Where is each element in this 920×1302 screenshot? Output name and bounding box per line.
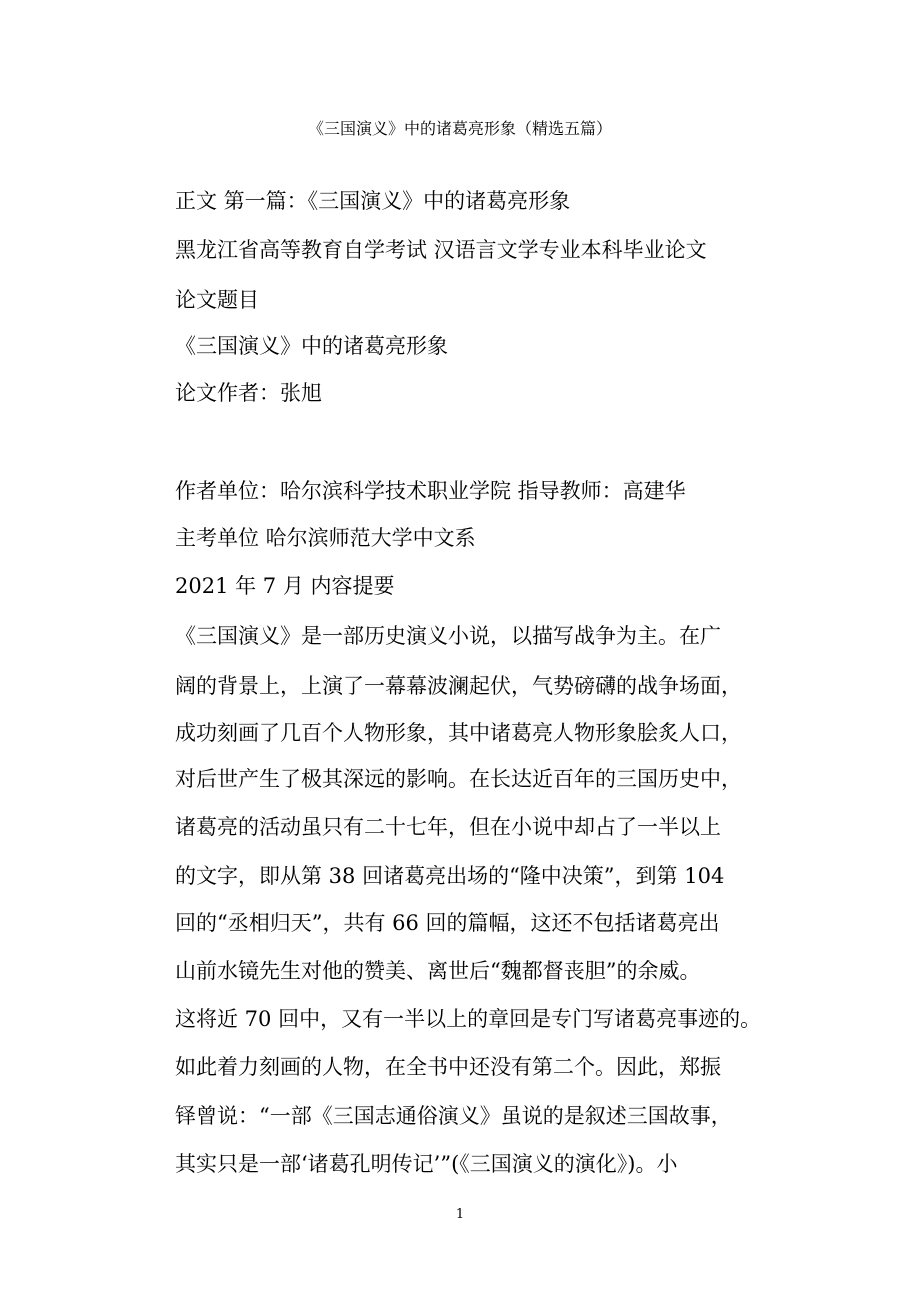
body-line: 主考单位 哈尔滨师范大学中文系 <box>175 526 476 550</box>
body-line: 正文 第一篇：《三国演义》中的诸葛亮形象 <box>175 189 571 213</box>
body-line: 黑龙江省高等教育自学考试 汉语言文学专业本科毕业论文 <box>175 238 707 262</box>
body-line: 《三国演义》中的诸葛亮形象 <box>175 334 448 358</box>
paragraph-line: 的文字，即从第 38 回诸葛亮出场的“隆中决策”，到第 104 <box>175 864 725 888</box>
paragraph-line: 阔的背景上，上演了一幕幕波澜起伏，气势磅礴的战争场面， <box>175 674 742 698</box>
paragraph-line: 成功刻画了几百个人物形象，其中诸葛亮人物形象脍炙人口， <box>175 721 742 745</box>
paragraph-line: 《三国演义》是一部历史演义小说，以描写战争为主。在广 <box>175 624 721 648</box>
paragraph-line: 回的“丞相归天”，共有 66 回的篇幅，这还不包括诸葛亮出 <box>175 911 720 935</box>
body-line: 论文题目 <box>175 288 259 312</box>
paragraph-line: 如此着力刻画的人物，在全书中还没有第二个。因此，郑振 <box>175 1055 721 1079</box>
body-line: 2021 年 7 月 内容提要 <box>175 574 395 598</box>
document-title: 《三国演义》中的诸葛亮形象（精选五篇） <box>307 119 612 138</box>
paragraph-line: 对后世产生了极其深远的影响。在长达近百年的三国历史中， <box>175 767 742 791</box>
paragraph-line: 其实只是一部‘诸葛孔明传记’”(《三国演义的演化》)。小 <box>175 1152 678 1176</box>
body-line: 作者单位：哈尔滨科学技术职业学院 指导教师：高建华 <box>175 479 686 503</box>
body-line: 论文作者：张旭 <box>175 381 322 405</box>
paragraph-line: 诸葛亮的活动虽只有二十七年，但在小说中却占了一半以上 <box>175 815 721 839</box>
paragraph-line: 铎曾说：“一部《三国志通俗演义》虽说的是叙述三国故事， <box>175 1104 732 1128</box>
paragraph-line: 这将近 70 回中，又有一半以上的章回是专门写诸葛亮事迹的。 <box>175 1007 762 1031</box>
page-number: 1 <box>455 1207 465 1222</box>
paragraph-line: 山前水镜先生对他的赞美、离世后“魏都督丧胆”的余威。 <box>175 959 701 983</box>
